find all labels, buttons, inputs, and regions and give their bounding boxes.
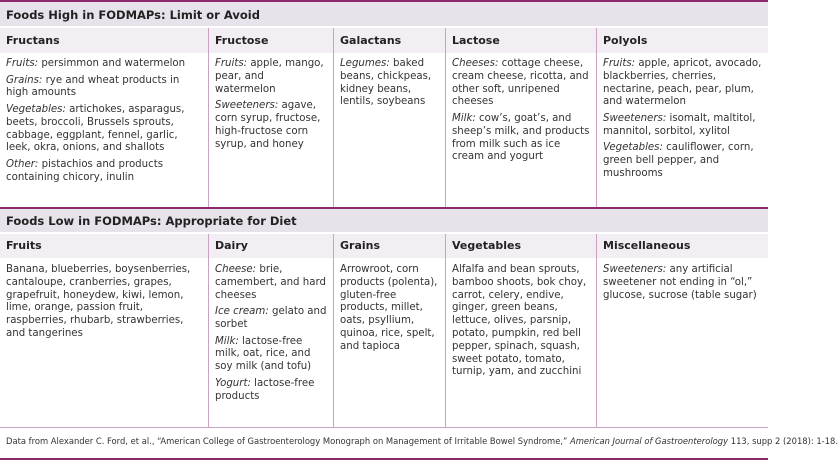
cell-grains bbox=[334, 264, 445, 357]
cell-dairy bbox=[209, 264, 333, 407]
list-item: Cheese: brie, camembert, and hard cheeses bbox=[215, 264, 326, 301]
column-divider bbox=[333, 234, 334, 427]
list-item: Other: pistachios and products containing chicory, inulin bbox=[6, 158, 164, 183]
list-item: Alfalfa and bean sprouts, bamboo shoots, bok choy, carrot, celery, endive, ginger, green beans, lettuce, olives, parsnip, potato, pumpkin, red bell pepper, spinach, squash, sweet potato, tomato, turnip, yam, and zucchini bbox=[452, 264, 587, 378]
list-item: Fruits: persimmon and watermelon bbox=[6, 58, 186, 69]
table-title-high-fodmap: Foods High in FODMAPs: Limit or Avoid bbox=[0, 0, 768, 26]
list-item: Fruits: apple, mango, pear, and watermelon bbox=[215, 58, 324, 95]
table-title-low-fodmap: Foods Low in FODMAPs: Appropriate for Diet bbox=[0, 207, 768, 232]
list-item: Legumes: baked beans, chickpeas, kidney beans, lentils, soybeans bbox=[340, 58, 432, 108]
column-header-miscellaneous: Miscellaneous bbox=[597, 234, 768, 258]
list-item: Grains: rye and wheat products in high amounts bbox=[6, 74, 180, 99]
column-header-dairy: Dairy bbox=[209, 234, 333, 258]
list-item: Banana, blueberries, boysenberries, cantaloupe, cranberries, grapes, grapefruit, honeydew, kiwi, lemon, lime, orange, passion fruit, raspberries, rhubarb, strawberries, and tangerines bbox=[6, 264, 191, 339]
column-divider bbox=[596, 234, 597, 427]
list-item: Milk: lactose-free milk, oat, rice, and soy milk (and tofu) bbox=[215, 335, 312, 373]
column-header-lactose: Lactose bbox=[446, 28, 596, 53]
list-item: Cheeses: cottage cheese, cream cheese, ricotta, and other soft, unripened cheeses bbox=[452, 58, 589, 108]
cell-lactose bbox=[446, 58, 596, 168]
column-header-fruits: Fruits bbox=[0, 234, 208, 258]
table-bottom-rule bbox=[0, 427, 768, 428]
source-citation: Data from Alexander C. Ford, et al., “American College of Gastroenterology Monograph on Management of Irritable Bowel Syndrome,” American Journal of Gastroenterology 113, supp 2 (2018): 1-18. bbox=[6, 436, 838, 446]
list-item: Ice cream: gelato and sorbet bbox=[215, 306, 327, 330]
column-divider bbox=[208, 234, 209, 427]
column-header-fructose: Fructose bbox=[209, 28, 333, 53]
cell-vegetables bbox=[446, 264, 596, 383]
column-header-polyols: Polyols bbox=[597, 28, 768, 53]
list-item: Arrowroot, corn products (polenta), gluten-free products, millet, oats, psyllium, quinoa, rice, spelt, and tapioca bbox=[340, 264, 438, 352]
list-item: Sweeteners: any artificial sweetener not ending in “ol,” glucose, sucrose (table sugar) bbox=[603, 264, 757, 301]
column-header-grains: Grains bbox=[334, 234, 445, 258]
cell-miscellaneous bbox=[597, 264, 768, 306]
list-item: Yogurt: lactose-free products bbox=[215, 377, 315, 402]
list-item: Sweeteners: isomalt, maltitol, mannitol, sorbitol, xylitol bbox=[603, 112, 756, 137]
cell-fructans bbox=[0, 58, 208, 188]
column-header-fructans: Fructans bbox=[0, 28, 208, 53]
column-header-galactans: Galactans bbox=[334, 28, 445, 53]
cell-fructose bbox=[209, 58, 333, 155]
list-item: Vegetables: artichokes, asparagus, beets, broccoli, Brussels sprouts, cabbage, eggplant, fennel, garlic, leek, okra, onions, and shallots bbox=[6, 103, 185, 154]
column-divider bbox=[333, 28, 334, 207]
cell-galactans bbox=[334, 58, 445, 113]
column-header-vegetables: Vegetables bbox=[446, 234, 596, 258]
list-item: Sweeteners: agave, corn syrup, fructose, high-fructose corn syrup, and honey bbox=[215, 100, 321, 150]
list-item: Milk: cow’s, goat’s, and sheep’s milk, and products from milk such as ice cream and yogurt bbox=[452, 112, 590, 163]
list-item: Fruits: apple, apricot, avocado, blackberries, cherries, nectarine, peach, pear, plum, and watermelon bbox=[603, 58, 762, 108]
cell-fruits bbox=[0, 264, 208, 345]
column-divider bbox=[445, 234, 446, 427]
cell-polyols bbox=[597, 58, 768, 185]
column-divider bbox=[596, 28, 597, 207]
list-item: Vegetables: cauliflower, corn, green bell pepper, and mushrooms bbox=[603, 142, 754, 179]
column-divider bbox=[208, 28, 209, 207]
column-divider bbox=[445, 28, 446, 207]
